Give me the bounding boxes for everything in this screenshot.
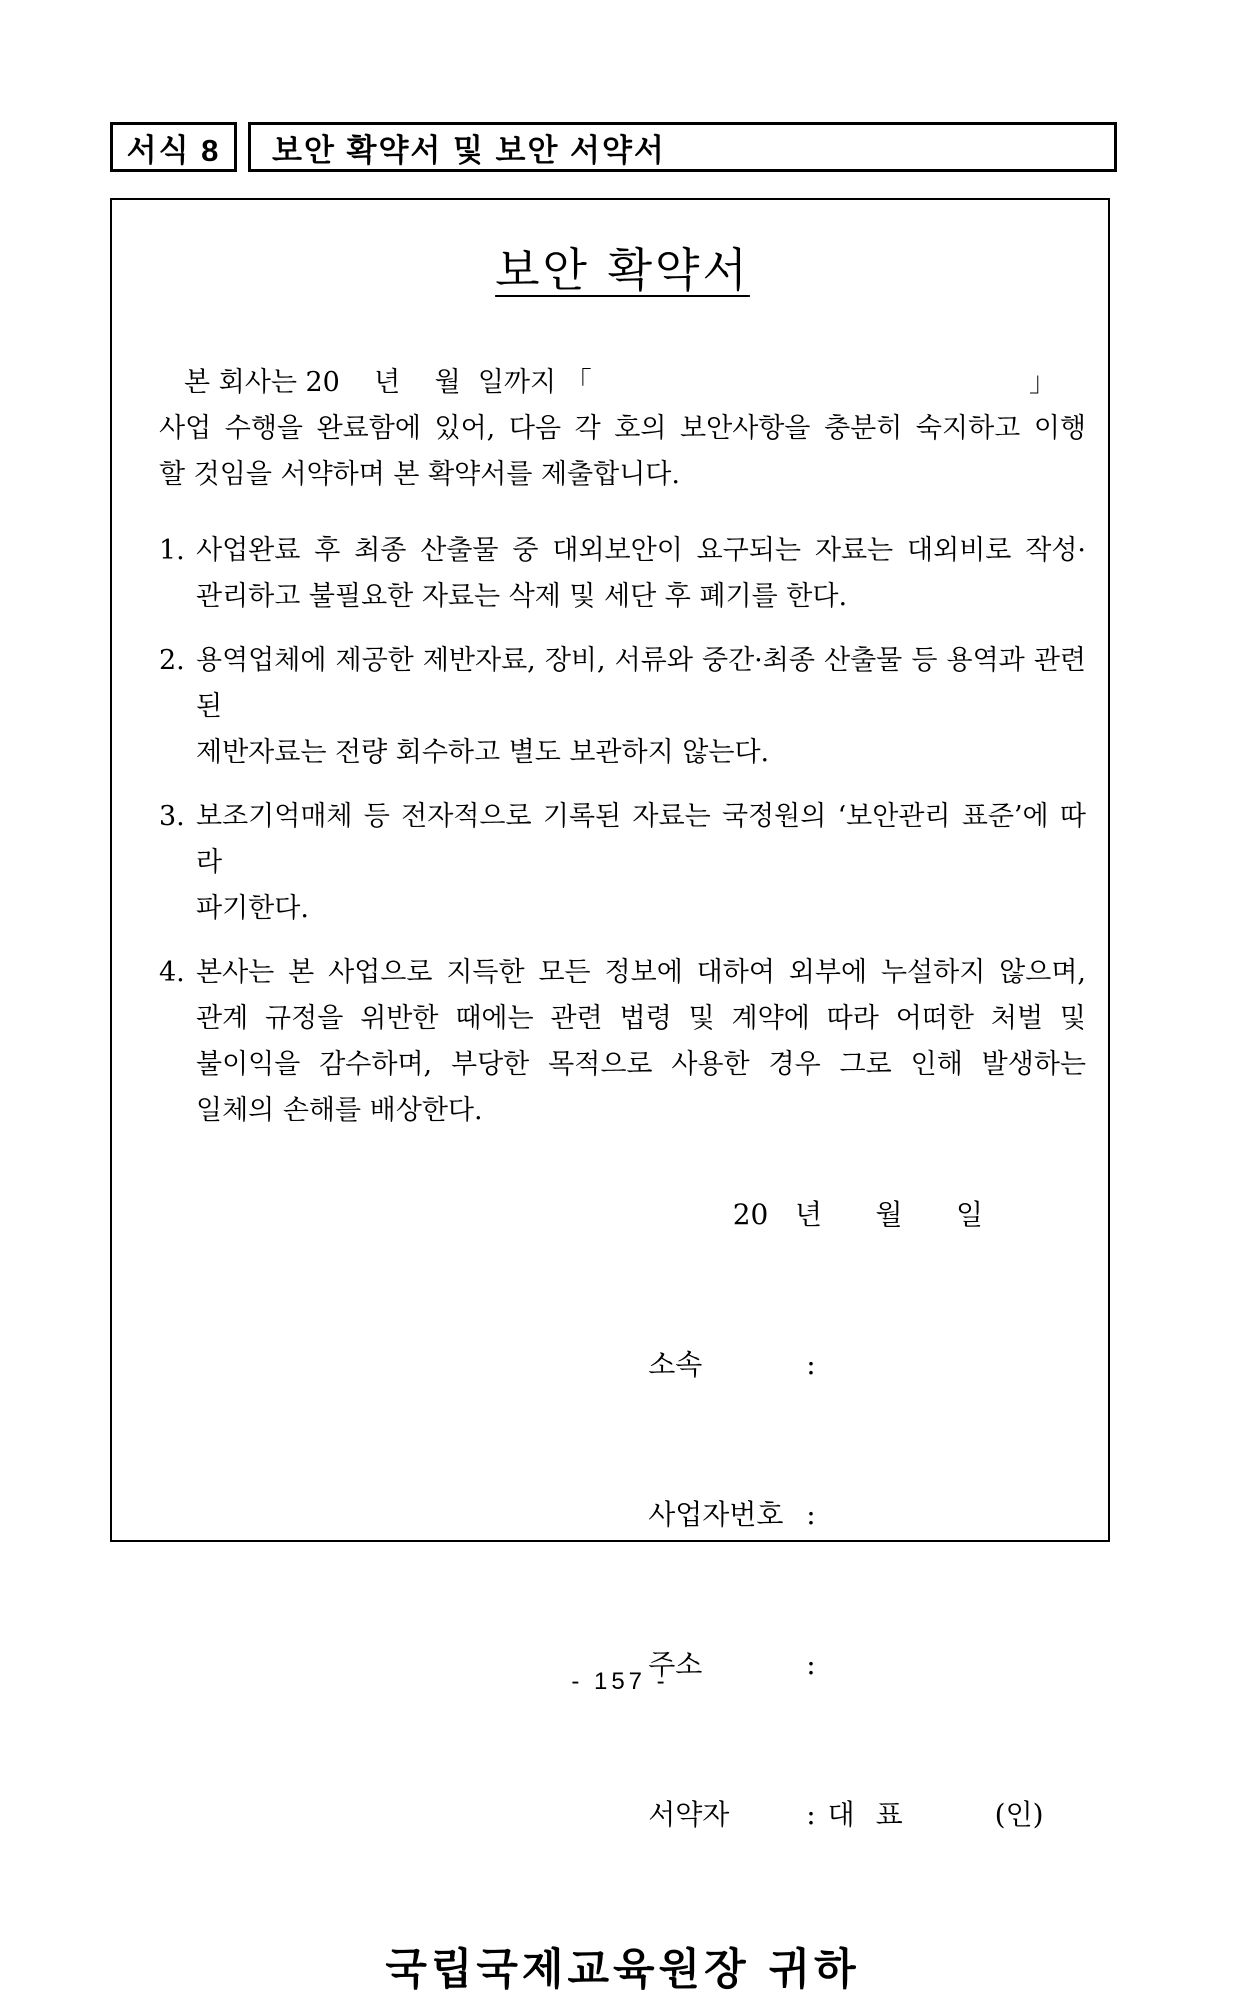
item-3-line-1: 보조기억매체 등 전자적으로 기록된 자료는 국정원의 ‘보안관리 표준’에 따라 — [196, 801, 1086, 878]
recipient-line: 국립국제교육원장 귀하 — [385, 1945, 860, 1995]
signature-block — [577, 1290, 1086, 1890]
item-3-line-2: 파기한다. — [196, 893, 309, 924]
date-line: 20 년 월 일 — [732, 1198, 983, 1231]
signature-row-business-number — [577, 1440, 1086, 1590]
pledge-item-1 — [159, 528, 1086, 620]
colon: : — [806, 1798, 816, 1831]
item-4-line-4: 일체의 손해를 배상한다. — [196, 1095, 483, 1126]
intro-line-1 — [159, 360, 1086, 406]
item-4-line-2: 관계 규정을 위반한 때에는 관련 법령 및 계약에 따라 어떠한 처벌 및 — [196, 1003, 1086, 1034]
intro-line-1-text: 본 회사는 20 년 월 일까지 「 — [184, 367, 592, 398]
form-header — [110, 122, 1117, 172]
item-2-line-1: 용역업체에 제공한 제반자료, 장비, 서류와 중간·최종 산출물 등 용역과 관련된 — [196, 645, 1086, 722]
form-title-label: 보안 확약서 및 보안 서약서 — [272, 132, 666, 168]
pledge-item-4 — [159, 950, 1086, 1134]
address-label: 주소 — [648, 1648, 703, 1681]
intro-line-3: 할 것임을 서약하며 본 확약서를 제출합니다. — [159, 459, 680, 490]
form-title-box — [248, 122, 1117, 172]
signer-value: 대 표 — [827, 1798, 909, 1831]
business-number-label: 사업자번호 — [648, 1498, 784, 1531]
item-4-line-1: 본사는 본 사업으로 지득한 모든 정보에 대하여 외부에 누설하지 않으며, — [196, 957, 1086, 988]
affiliation-label: 소속 — [648, 1348, 703, 1381]
signature-row-affiliation — [577, 1290, 1086, 1440]
item-number: 3. — [159, 801, 185, 832]
item-1-line-1: 사업완료 후 최종 산출물 중 대외보안이 요구되는 자료는 대외비로 작성· — [196, 535, 1086, 566]
colon: : — [806, 1348, 816, 1381]
item-1-line-2: 관리하고 불필요한 자료는 삭제 및 세단 후 폐기를 한다. — [196, 581, 848, 612]
signature-row-address — [577, 1590, 1086, 1740]
signer-label: 서약자 — [648, 1798, 730, 1831]
item-number: 4. — [159, 957, 185, 988]
intro-line-2: 사업 수행을 완료함에 있어, 다음 각 호의 보안사항을 충분히 숙지하고 이행 — [159, 413, 1086, 444]
form-number-label: 서식 8 — [126, 132, 221, 168]
signature-row-signer — [577, 1740, 1086, 1890]
pledge-title: 보안 확약서 — [495, 243, 750, 297]
page-number: - 157 - — [571, 1668, 669, 1695]
form-number-box — [110, 122, 237, 172]
colon: : — [806, 1648, 816, 1681]
intro-paragraph — [159, 360, 1086, 498]
pledge-item-2 — [159, 638, 1086, 776]
item-4-line-3: 불이익을 감수하며, 부당한 목적으로 사용한 경우 그로 인해 발생하는 — [196, 1049, 1086, 1080]
item-2-line-2: 제반자료는 전량 회수하고 별도 보관하지 않는다. — [196, 737, 770, 768]
item-number: 1. — [159, 535, 185, 566]
seal-placeholder: (인) — [994, 1798, 1044, 1831]
closing-corner-bracket: 」 — [1029, 367, 1056, 398]
pledge-item-3 — [159, 794, 1086, 932]
item-number: 2. — [159, 645, 185, 676]
colon: : — [806, 1498, 816, 1531]
